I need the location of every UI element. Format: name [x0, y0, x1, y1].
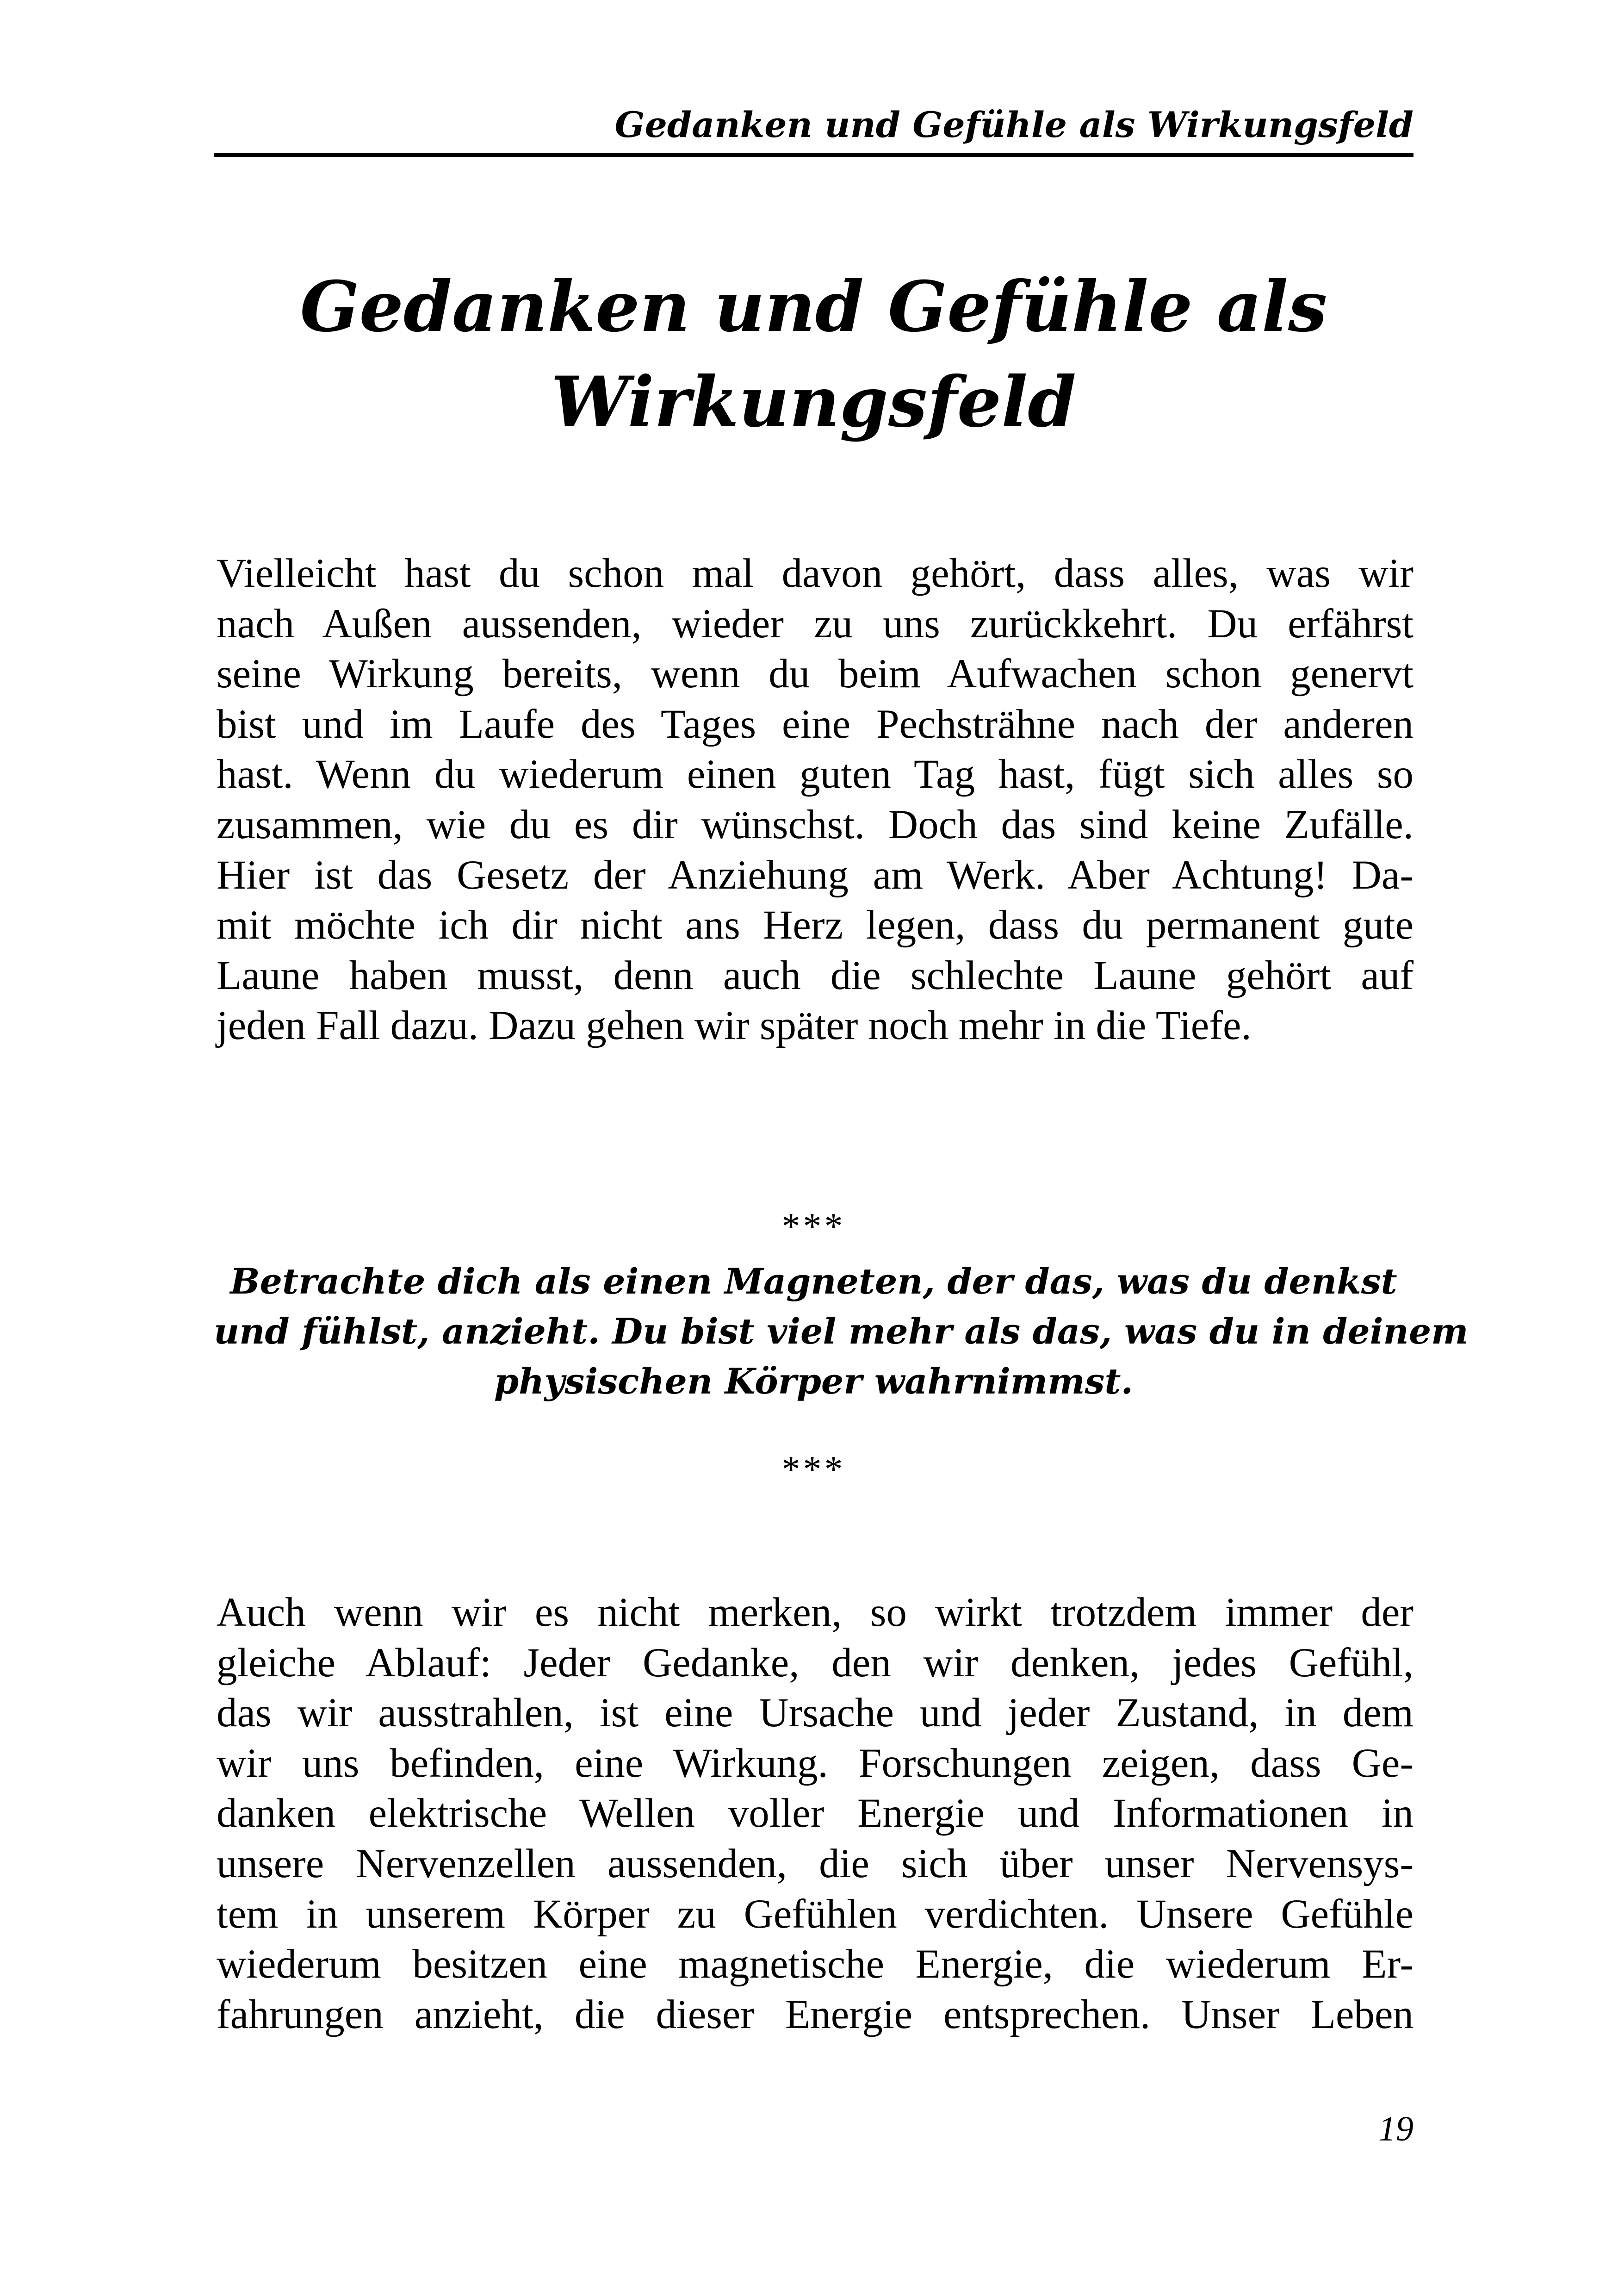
quote-line: Betrachte dich als einen Magneten, der das, was du denkst — [230, 1261, 1397, 1302]
section-separator: *** — [781, 1206, 846, 1247]
text-line: hast. Wenn du wiederum einen guten Tag hast, fügt sich alles so — [217, 752, 1413, 797]
text-line: Vielleicht hast du schon mal davon gehört, dass alles, was wir — [217, 551, 1413, 596]
text-line: gleiche Ablauf: Jeder Gedanke, den wir denken, jedes Gefühl, — [217, 1640, 1413, 1686]
text-line: jeden Fall dazu. Dazu gehen wir später noch mehr in die Tiefe. — [217, 1003, 1252, 1049]
chapter-title-line: Gedanken und Gefühle als — [300, 266, 1327, 348]
quote-line: physischen Körper wahrnimmst. — [494, 1361, 1133, 1402]
chapter-title-line: Wirkungsfeld — [551, 361, 1077, 443]
section-separator: *** — [781, 1449, 846, 1490]
text-line: unsere Nervenzellen aussenden, die sich über unser Nervensys- — [217, 1841, 1413, 1886]
body-paragraph-2 — [217, 1587, 1413, 2040]
page-number: 19 — [1378, 2109, 1413, 2148]
header-rule — [214, 153, 1413, 157]
text-line: tem in unserem Körper zu Gefühlen verdichten. Unsere Gefühle — [217, 1891, 1413, 1937]
text-line: das wir ausstrahlen, ist eine Ursache und jeder Zustand, in dem — [217, 1690, 1413, 1736]
text-line: wir uns befinden, eine Wirkung. Forschungen zeigen, dass Ge- — [217, 1740, 1413, 1786]
text-line: bist und im Laufe des Tages eine Pechsträhne nach der anderen — [217, 701, 1413, 747]
body-paragraph-1 — [217, 548, 1413, 1051]
text-line: seine Wirkung bereits, wenn du beim Aufwachen schon genervt — [217, 651, 1413, 697]
text-line: zusammen, wie du es dir wünschst. Doch das sind keine Zufälle. — [217, 802, 1413, 847]
quote-line: und fühlst, anzieht. Du bist viel mehr als das, was du in deinem — [214, 1311, 1469, 1352]
text-line: Auch wenn wir es nicht merken, so wirkt trotzdem immer der — [217, 1590, 1413, 1635]
text-line: mit möchte ich dir nicht ans Herz legen, dass du permanent gute — [217, 902, 1413, 948]
text-line: nach Außen aussenden, wieder zu uns zurückkehrt. Du erfährst — [217, 601, 1413, 647]
text-line: danken elektrische Wellen voller Energie und Informationen in — [217, 1791, 1413, 1836]
chapter-title — [214, 259, 1413, 450]
running-header: Gedanken und Gefühle als Wirkungsfeld — [614, 104, 1413, 145]
highlighted-quote — [214, 1257, 1469, 1406]
text-line: Hier ist das Gesetz der Anziehung am Werk. Aber Achtung! Da- — [217, 852, 1413, 898]
text-line: Laune haben musst, denn auch die schlechte Laune gehört auf — [217, 952, 1413, 998]
text-line: fahrungen anzieht, die dieser Energie entsprechen. Unser Leben — [217, 1991, 1413, 2037]
text-line: wiederum besitzen eine magnetische Energie, die wiederum Er- — [217, 1941, 1413, 1987]
